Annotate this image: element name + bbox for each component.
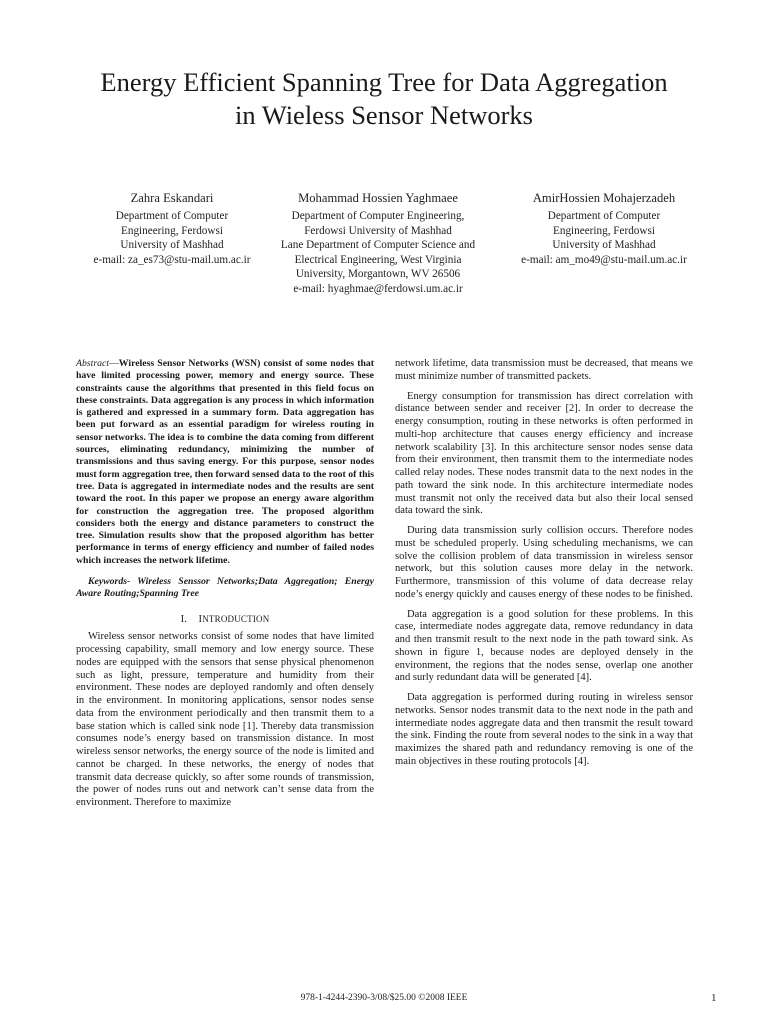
right-column bbox=[395, 358, 693, 776]
affiliation-line: Ferdowsi University of Mashhad bbox=[304, 224, 452, 237]
author-email: e-mail: am_mo49@stu-mail.um.ac.ir bbox=[521, 253, 687, 266]
affiliation-line: Engineering, Ferdowsi bbox=[553, 224, 655, 237]
author-block-3 bbox=[488, 190, 720, 267]
affiliation-line: Department of Computer bbox=[115, 210, 229, 222]
author-block-2 bbox=[262, 190, 494, 297]
body-paragraph: network lifetime, data transmission must be decreased, that means we must minimize number of transmitted packets. bbox=[395, 358, 693, 382]
section-heading-introduction bbox=[76, 613, 374, 627]
body-paragraph: Data aggregation is a good solution for these problems. In this case, intermediate nodes aggregate data, remove redundancy in data and then transmit result to the next node in the path toward sink. As shown in figure 1, because nodes are deployed densely in the environment, the regions that the nodes sense, overlap one another and surly redundant data will be generated [4]. bbox=[395, 608, 693, 684]
affiliation-line: Department of Computer bbox=[547, 210, 661, 222]
affiliation-line: Lane Department of Computer Science and bbox=[280, 239, 476, 252]
paper-title bbox=[40, 66, 728, 132]
section-title-rest: NTRODUCTION bbox=[202, 613, 270, 624]
author-block-1 bbox=[58, 190, 286, 267]
affiliation-line: Electrical Engineering, West Virginia bbox=[294, 253, 462, 266]
section-number: I. bbox=[180, 613, 188, 625]
keywords: Keywords- Wireless Senssor Networks;Data Aggregation; Energy Aware Routing;Spanning Tree bbox=[76, 576, 374, 600]
author-name: Mohammad Hossien Yaghmaee bbox=[298, 191, 458, 205]
body-paragraph: Energy consumption for transmission has direct correlation with distance between sender and receiver [2]. In order to decrease the energy consumption, routing in these networks is often performed in multi-hop architecture that causes energy efficiency and increase network scalability [3]. In this architecture sensor nodes sense data from their environment, then transmit them to the intermediate nodes called relay nodes. These nodes transmit data to the next nodes in the path toward the sink node. In this architecture intermediate nodes must transmit not only the received data but also their local sensed data toward the sink. bbox=[395, 390, 693, 517]
title-line-1: Energy Efficient Spanning Tree for Data Aggregation bbox=[100, 67, 668, 97]
affiliation-line: Engineering, Ferdowsi bbox=[121, 224, 223, 237]
affiliation-line: University of Mashhad bbox=[552, 239, 656, 252]
abstract bbox=[76, 358, 374, 567]
author-email: e-mail: za_es73@stu-mail.um.ac.ir bbox=[93, 253, 251, 266]
author-name: Zahra Eskandari bbox=[130, 191, 214, 205]
copyright-footer: 978-1-4244-2390-3/08/$25.00 ©2008 IEEE bbox=[300, 993, 468, 1003]
page-number: 1 bbox=[711, 992, 717, 1004]
affiliation-line: Department of Computer Engineering, bbox=[291, 210, 465, 222]
author-name: AmirHossien Mohajerzadeh bbox=[532, 191, 676, 205]
body-paragraph: During data transmission surly collision occurs. Therefore nodes must be scheduled properly. Using scheduling mechanisms, we can solve the collision problem of data transmission in wireless sensor network, but this solution causes more delay in the network. Furthermore, transmission of this volume of data decrease relay node’s energy quickly and causes energy of these nodes to be finished. bbox=[395, 525, 693, 600]
left-column bbox=[76, 358, 374, 817]
affiliation-line: University, Morgantown, WV 26506 bbox=[295, 268, 461, 281]
section-title-initial: I bbox=[198, 613, 203, 625]
abstract-dash: — bbox=[109, 358, 119, 369]
affiliation-line: University of Mashhad bbox=[120, 239, 224, 252]
abstract-text: Wireless Sensor Networks (WSN) consist of some nodes that have limited processing power, memory and energy source. These constraints cause the algorithms that presented in this field focus on these constraints. Data aggregation is any process in which information is gathered and expressed in a summary form. Data aggregation has been put forward as an essential paradigm for wireless routing in sensor networks. The idea is to combine the data coming from different sources, eliminating redundancy, minimizing the number of transmissions and thus saving energy. For this purpose, sensor nodes must form aggregation tree, then forward sensed data to the root of this tree. Data is aggregated in intermediate nodes and the results are sent toward the root. In this paper we propose an energy aware algorithm for construction the aggregation tree. The proposed algorithm considers both the energy and distance parameters to construct the tree. Simulation results show that the proposed algorithm has better performance in terms of energy efficiency and number of failed nodes which increases the network lifetime. bbox=[76, 358, 374, 566]
body-paragraph: Data aggregation is performed during routing in wireless sensor networks. Sensor nodes transmit data to the next node in the path and intermediate nodes aggregate data and then transmit the result toward the sink. Finding the route from several nodes to the sink in a way that maximizes the shared path and redundancy removing is one of the main objectives in these routing protocols [4]. bbox=[395, 692, 693, 767]
abstract-label: Abstract bbox=[76, 358, 110, 369]
title-line-2: in Wieless Sensor Networks bbox=[234, 100, 533, 130]
body-paragraph: Wireless sensor networks consist of some nodes that have limited processing capability, small memory and low energy source. These nodes are equipped with the sensors that sense physical phenomenon such as light, pressure, temperature and humidity from their environment. These nodes are deployed randomly and often densely in the environment. In monitoring applications, sensor nodes sense data from the environment periodically and then transmit them to a base station which is called sink node [1]. Thereby data transmission consumes node’s energy based on transmission distance. In most wireless sensor networks, the energy source of the node is limited and cannot be charged. In these networks, the energy of nodes that transmit data decrease quickly, so after some rounds of transmission, the power of nodes runs out and network can’t sense data from the environment. Therefore to maximize bbox=[76, 631, 374, 809]
author-email: e-mail: hyaghmae@ferdowsi.um.ac.ir bbox=[293, 282, 463, 295]
